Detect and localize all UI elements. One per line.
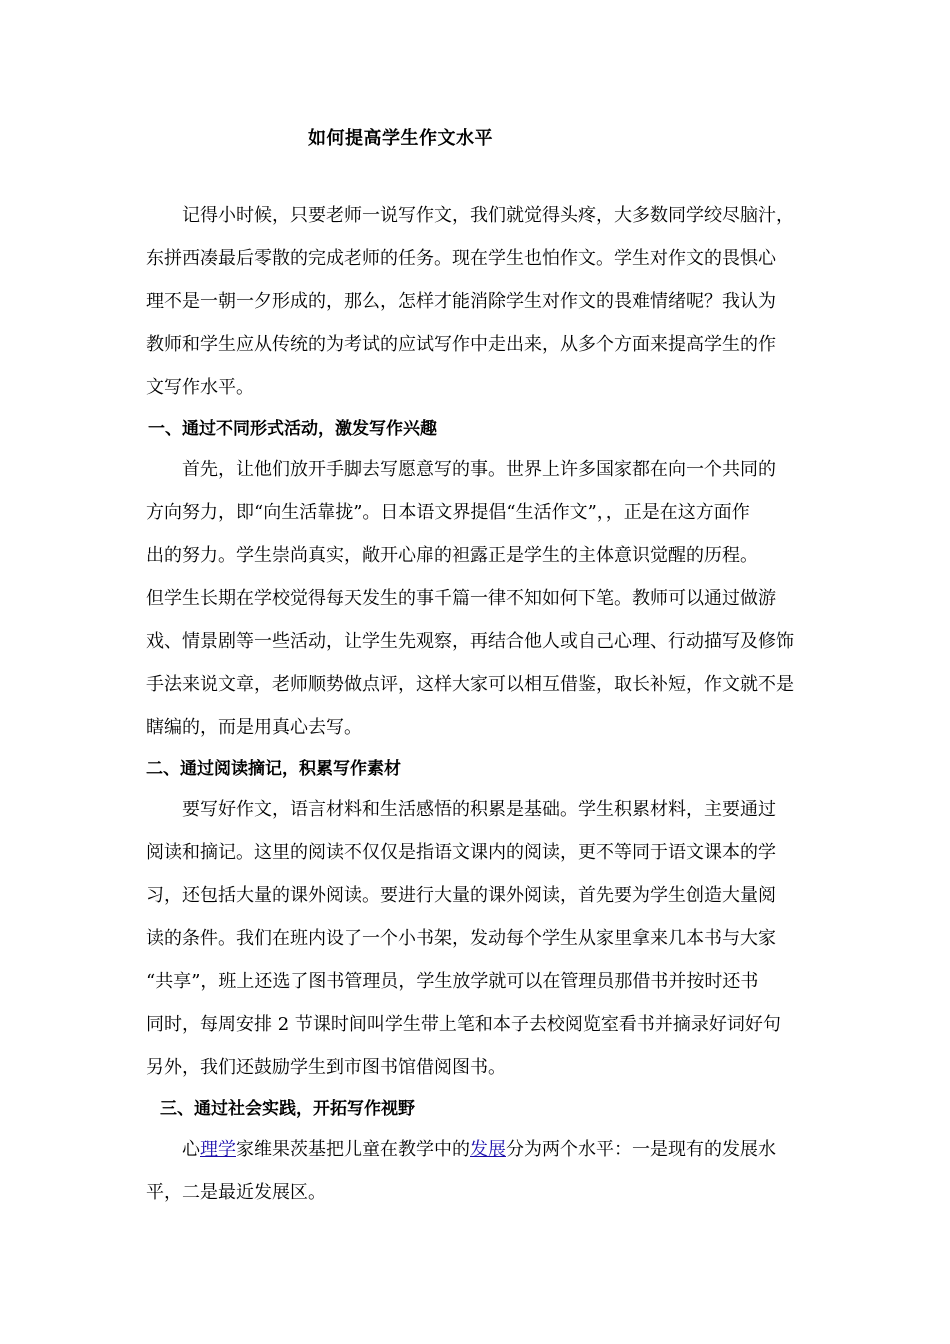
section2-line-2: 阅读和摘记。这里的阅读不仅仅是指语文课内的阅读，更不等同于语文课本的学 [146, 842, 776, 863]
section3-line1-mid: 家维果茨基把儿童在教学中的 [236, 1139, 470, 1160]
section1-line-7: 瞎编的，而是用真心去写。 [146, 717, 362, 738]
link-psychology[interactable]: 理学 [200, 1139, 236, 1160]
section1-line-4: 但学生长期在学校觉得每天发生的事千篇一律不知如何下笔。教师可以通过做游 [146, 588, 776, 609]
section2-line-6: 同时，每周安排 2 节课时间叫学生带上笔和本子去校阅览室看书并摘录好词好句 [146, 1014, 781, 1035]
section2-line-4: 读的条件。我们在班内设了一个小书架，发动每个学生从家里拿来几本书与大家 [146, 928, 776, 949]
section1-line-3: 出的努力。学生崇尚真实，敞开心扉的袒露正是学生的主体意识觉醒的历程。 [146, 545, 758, 566]
section3-line1-pre: 心 [182, 1139, 200, 1160]
section1-line-6: 手法来说文章，老师顺势做点评，这样大家可以相互借鉴，取长补短，作文就不是 [146, 674, 794, 695]
section3-heading: 三、通过社会实践，开拓写作视野 [160, 1099, 415, 1119]
section1-line-5: 戏、情景剧等一些活动，让学生先观察，再结合他人或自己心理、行动描写及修饰 [146, 631, 794, 652]
section3-line-1 [182, 1139, 776, 1161]
section2-line-3: 习，还包括大量的课外阅读。要进行大量的课外阅读，首先要为学生创造大量阅 [146, 885, 776, 906]
section2-line-5: “共享”，班上还选了图书管理员，学生放学就可以在管理员那借书并按时还书 [146, 971, 759, 992]
document-title: 如何提高学生作文水平 [308, 128, 493, 149]
section3-line1-post: 分为两个水平：一是现有的发展水 [506, 1139, 776, 1160]
section1-heading: 一、通过不同形式活动，激发写作兴趣 [148, 419, 437, 439]
intro-line-2: 东拼西凑最后零散的完成老师的任务。现在学生也怕作文。学生对作文的畏惧心 [146, 248, 776, 269]
section2-heading: 二、通过阅读摘记，积累写作素材 [146, 759, 401, 779]
section1-line-2: 方向努力，即“向生活靠拢”。日本语文界提倡“生活作文”，，正是在这方面作 [146, 502, 750, 523]
intro-line-3: 理不是一朝一夕形成的，那么，怎样才能消除学生对作文的畏难情绪呢？我认为 [146, 291, 776, 312]
intro-line-4: 教师和学生应从传统的为考试的应试写作中走出来，从多个方面来提高学生的作 [146, 334, 776, 355]
section2-line-1: 要写好作文，语言材料和生活感悟的积累是基础。学生积累材料，主要通过 [182, 799, 776, 820]
link-development[interactable]: 发展 [470, 1139, 506, 1160]
intro-line-5: 文写作水平。 [146, 377, 254, 398]
section2-line-7: 另外，我们还鼓励学生到市图书馆借阅图书。 [146, 1057, 506, 1078]
section1-line-1: 首先，让他们放开手脚去写愿意写的事。世界上许多国家都在向一个共同的 [182, 459, 776, 480]
intro-line-1: 记得小时候，只要老师一说写作文，我们就觉得头疼，大多数同学绞尽脑汁， [182, 205, 794, 226]
section3-line-2: 平，二是最近发展区。 [146, 1182, 326, 1203]
